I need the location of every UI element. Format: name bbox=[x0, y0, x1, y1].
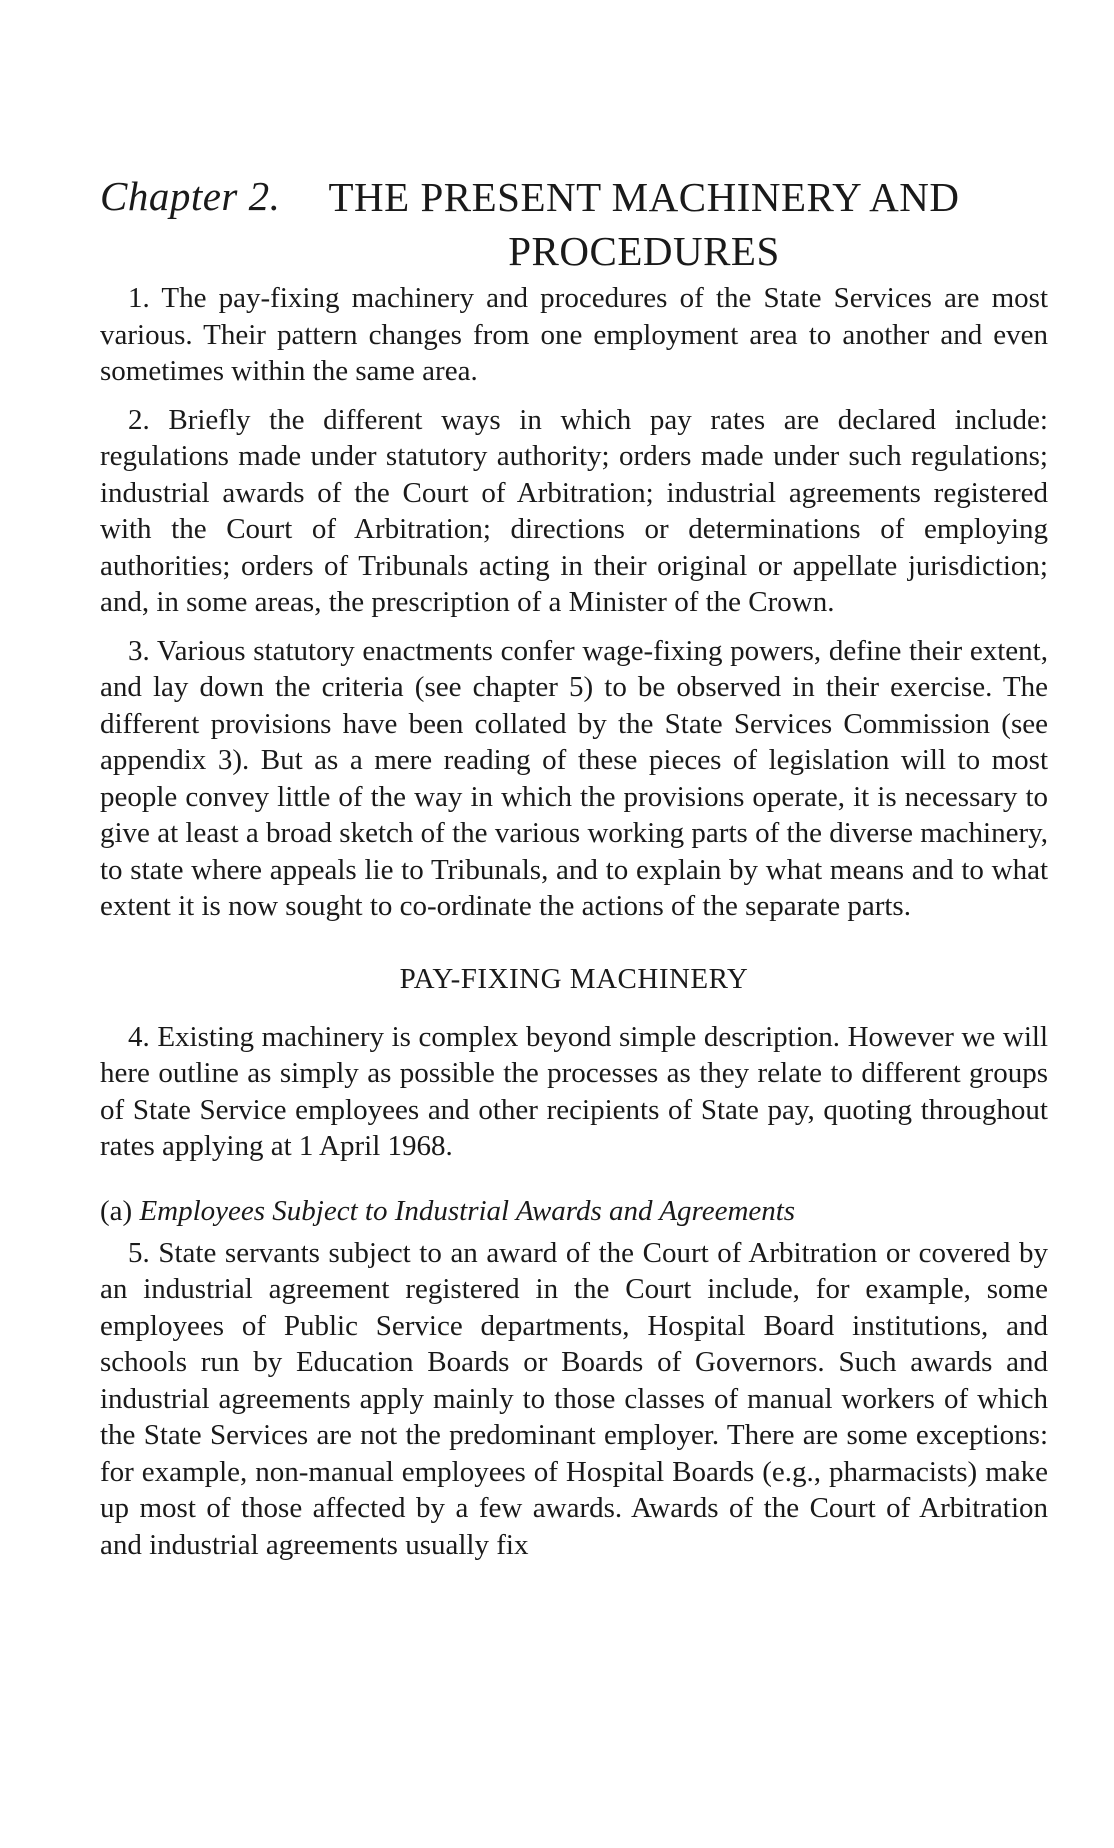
chapter-heading bbox=[100, 170, 1048, 280]
subsection-marker: (a) bbox=[100, 1194, 133, 1227]
paragraph-1: 1. The pay-fixing machinery and procedures of the State Services are most various. Their pattern changes from one employment area to another and even sometimes within the same area. bbox=[100, 282, 1048, 387]
subsection-heading bbox=[100, 1193, 1048, 1229]
chapter-label: Chapter 2. bbox=[100, 173, 281, 219]
chapter-title-line-1: THE PRESENT MACHINERY AND bbox=[328, 174, 960, 220]
chapter-title bbox=[240, 170, 1048, 278]
document-page bbox=[100, 170, 1048, 1575]
paragraph-5: 5. State servants subject to an award of the Court of Arbitration or covered by an industrial agreement registered in the Court include, for example, some employees of Public Service departments, Hospital Board institutions, and schools run by Education Boards or Boards of Governors. Such awards and industrial agreements apply mainly to those classes of manual workers of which the State Services are not the predominant employer. There are some exceptions: for example, non-manual employees of Hospital Boards (e.g., pharmacists) make up most of those affected by a few awards. Awards of the Court of Arbitration and industrial agreements usually fix bbox=[100, 1236, 1048, 1561]
chapter-title-line-2: PROCEDURES bbox=[508, 228, 780, 274]
body-text bbox=[100, 280, 1048, 1563]
paragraph-3: 3. Various statutory enactments confer wage-fixing powers, define their extent, and lay down the criteria (see chapter 5) to be observed in their exercise. The different provisions have been collated by the State Services Commission (see appendix 3). But as a mere reading of these pieces of legislation will to most people convey little of the way in which the provisions operate, it is necessary to give at least a broad sketch of the various working parts of the diverse machinery, to state where appeals lie to Tribunals, and to explain by what means and to what extent it is now sought to co-ordinate the actions of the separate parts. bbox=[100, 634, 1048, 922]
section-heading: PAY-FIXING MACHINERY bbox=[399, 962, 749, 995]
subsection-title: Employees Subject to Industrial Awards and Agreements bbox=[139, 1194, 796, 1227]
paragraph-4: 4. Existing machinery is complex beyond simple description. However we will here outline as simply as possible the processes as they relate to different groups of State Service employees and other recipients of State pay, quoting throughout rates applying at 1 April 1968. bbox=[100, 1020, 1048, 1162]
paragraph-2: 2. Briefly the different ways in which pay rates are declared include: regulations made under statutory authority; orders made under such regulations; industrial awards of the Court of Arbitration; industrial agreements registered with the Court of Arbitration; directions or determinations of employing authorities; orders of Tribunals acting in their original or appellate jurisdiction; and, in some areas, the prescription of a Minister of the Crown. bbox=[100, 403, 1048, 618]
